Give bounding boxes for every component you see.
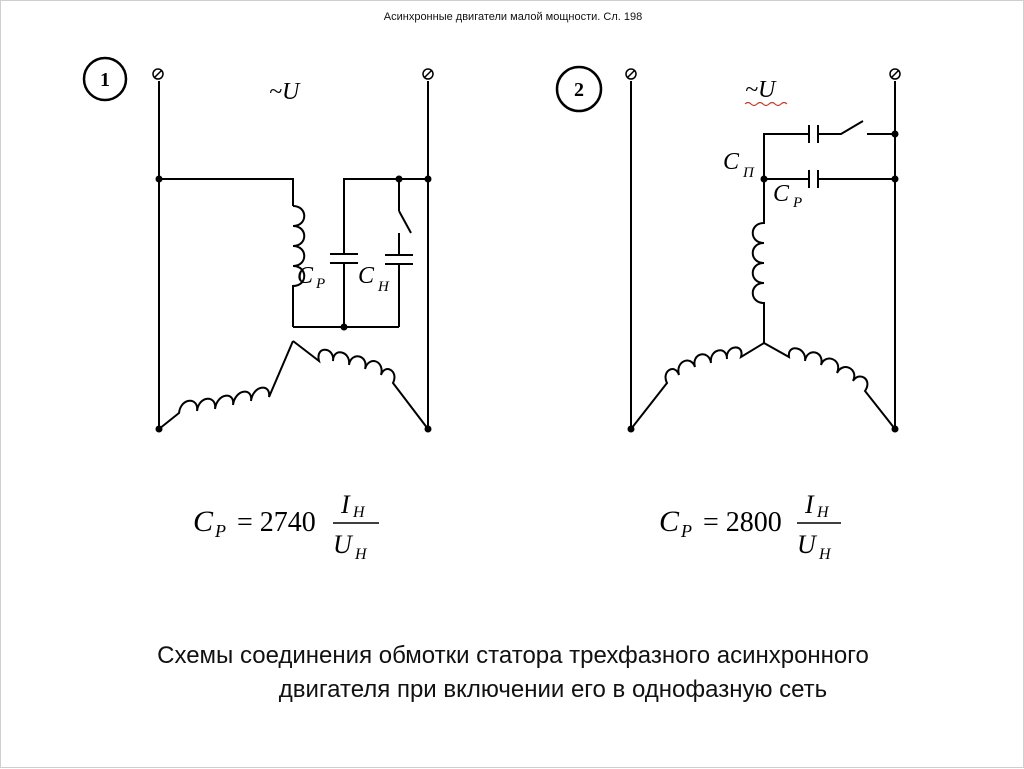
caption-line-2: двигателя при включении его в однофазную сеть [278, 676, 828, 703]
diagram-2-supply-label: ~U [745, 77, 776, 103]
diagram-1-number: 1 [100, 69, 110, 91]
formula-term: Н [353, 504, 365, 521]
diagram-1-supply-label: ~U [269, 79, 300, 105]
diagram-2 [557, 67, 900, 563]
left-branch-wire [159, 179, 293, 206]
cap-start-subscript: Н [378, 279, 389, 295]
coil-winding-icon [159, 341, 293, 429]
formula-term: U [797, 530, 816, 559]
terminal-icon [423, 69, 433, 79]
cap-start-branch-wire [764, 134, 809, 179]
caption-line-1: Схемы соединения обмотки статора трехфазного асинхронного [157, 642, 869, 669]
switch-contact [399, 211, 411, 233]
junction-dot [425, 176, 432, 183]
diagram-2-number-badge [557, 67, 601, 111]
junction-dot [628, 426, 635, 433]
formula-term: P [215, 521, 226, 541]
terminal-icon [626, 69, 636, 79]
junction-dot [425, 426, 432, 433]
formula-term: I [341, 490, 350, 519]
cap-run-label: C [773, 181, 790, 207]
junction-dot [156, 426, 163, 433]
diagram-2-number: 2 [574, 79, 584, 101]
cap-start-subscript: П [743, 165, 754, 181]
diagram-1 [84, 58, 433, 563]
coil-winding-icon [753, 179, 764, 343]
terminal-icon [153, 69, 163, 79]
slide-header: Асинхронные двигатели малой мощности. Сл. 198 [383, 11, 643, 23]
cap-run-label: C [297, 263, 314, 289]
cap-start-label: C [358, 263, 375, 289]
right-branch-wire [344, 179, 428, 254]
switch-contact [818, 121, 863, 134]
cap-run-subscript: P [316, 276, 326, 292]
junction-dot [892, 131, 899, 138]
diagram-1-formula [193, 490, 379, 563]
formula-term: U [333, 530, 352, 559]
junction-dot [892, 176, 899, 183]
diagram-2-formula [659, 490, 841, 563]
formula-term: = 2740 [237, 507, 316, 538]
formula-term: P [681, 521, 692, 541]
formula-term: Н [817, 504, 829, 521]
junction-dot [892, 426, 899, 433]
formula-term: Н [819, 546, 831, 563]
diagram-1-number-badge [84, 58, 126, 100]
junction-dot [341, 324, 348, 331]
cap-start-label: C [723, 149, 740, 175]
coil-winding-icon [631, 343, 764, 429]
formula-term: Н [355, 546, 367, 563]
formula-term: I [805, 490, 814, 519]
coil-winding-icon [293, 341, 428, 429]
junction-dot [761, 176, 768, 183]
junction-dot [156, 176, 163, 183]
cap-run-subscript: P [793, 195, 803, 211]
terminal-icon [890, 69, 900, 79]
junction-dot [396, 176, 403, 183]
formula-term: C [193, 505, 214, 538]
formula-term: C [659, 505, 680, 538]
formula-term: = 2800 [703, 507, 782, 538]
coil-winding-icon [764, 343, 895, 429]
